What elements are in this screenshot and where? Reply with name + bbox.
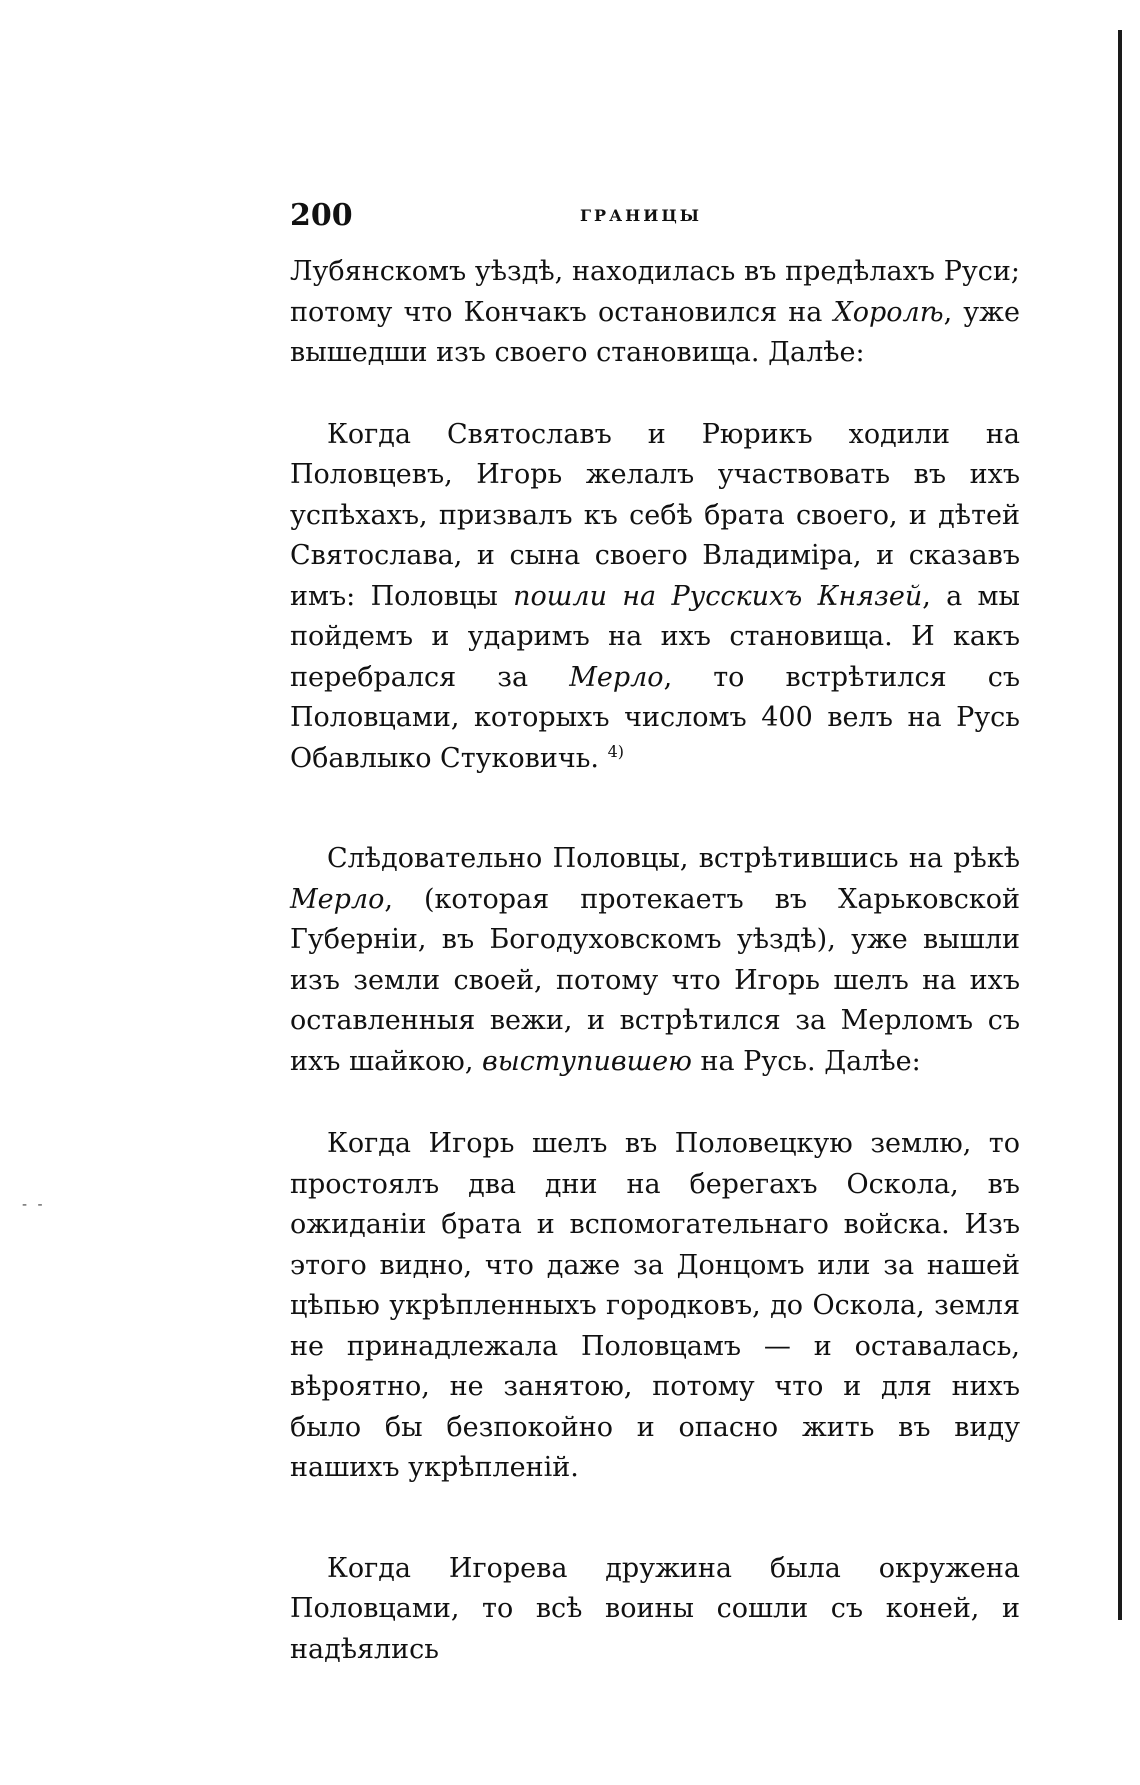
italic-phrase: пошли на Русскихъ Князей [513, 580, 923, 612]
page-edge-rule [1118, 30, 1122, 1620]
italic-word: выступившею [481, 1045, 692, 1077]
text-run: Слѣдовательно Половцы, встрѣтившись на рѣкѣ [327, 843, 1020, 874]
running-head: ГРАНИЦЫ [580, 206, 703, 225]
text-run: , то встрѣтился съ Половцами, которыхъ числомъ 400 велъ на Русь Обавлыко Стуковичь. [290, 661, 1020, 774]
italic-river-name: Мерло [569, 661, 664, 693]
paragraph-3 [290, 839, 1020, 1082]
paragraph-4 [290, 1124, 1020, 1489]
margin-mark: - - [22, 1197, 46, 1213]
text-run: , уже вышедши изъ своего становища. Далѣе: [290, 296, 1020, 368]
text-run: Лубянскомъ уѣздѣ, находилась въ предѣлахъ Руси; потому что Кончакъ остановился на [290, 256, 1020, 328]
italic-river-name: Мерло [290, 883, 385, 915]
text-run: , (которая протекаетъ въ Харьковской Губернiи, въ Богодуховскомъ уѣздѣ), уже вышли изъ земли своей, потому что Игорь шелъ на ихъ оставленныя вежи, и встрѣтился за Мерломъ съ ихъ шайкою, [290, 883, 1020, 1077]
text-run: Когда Игорь шелъ въ Половецкую землю, то простоялъ два дни на берегахъ Оскола, въ ожиданiи брата и вспомогательнаго войска. Изъ этого видно, что даже за Донцомъ или за нашей цѣпью укрѣпленныхъ городковъ, до Оскола, земля не принадлежала Половцамъ — и оставалась, вѣроятно, не занятою, потому что и для нихъ было бы безпокойно и опасно жить въ виду нашихъ укрѣпленiй. [290, 1128, 1020, 1483]
paragraph-2 [290, 415, 1020, 780]
footnote-marker: 4) [607, 741, 624, 761]
text-run: на Русь. Далѣе: [691, 1045, 921, 1077]
page-header [290, 196, 1020, 236]
body-text [290, 252, 1020, 1670]
text-run: Когда Игорева дружина была окружена Половцами, то всѣ воины сошли съ коней, и надѣялись [290, 1552, 1020, 1665]
italic-place-name: Хоролѣ [833, 296, 944, 328]
paragraph-5 [290, 1549, 1020, 1671]
paragraph-1 [290, 252, 1020, 374]
text-run: Когда Святославъ и Рюрикъ ходили на Половцевъ, Игорь желалъ участвовать въ ихъ успѣхахъ, призвалъ къ себѣ брата своего, и дѣтей Святослава, и сына своего Владимiра, и сказавъ имъ: Половцы [290, 418, 1020, 612]
text-run: , а мы пойдемъ и ударимъ на ихъ становища. И какъ перебрался за [290, 580, 1021, 693]
page-number: 200 [290, 198, 353, 233]
